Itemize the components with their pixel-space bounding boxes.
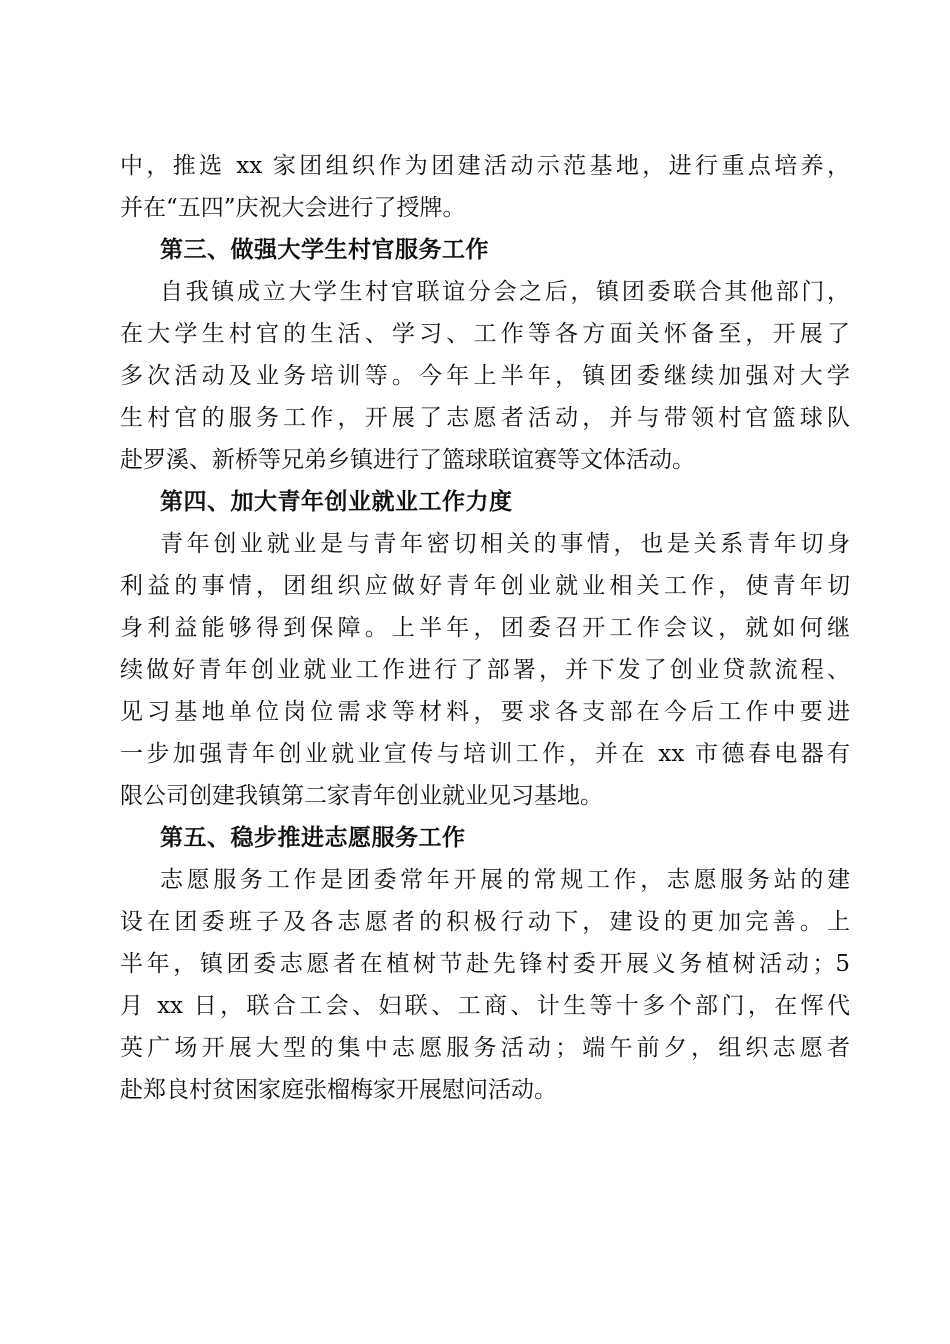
paragraph-line: 利益的事情，团组织应做好青年创业就业相关工作，使青年切 [120, 573, 850, 599]
paragraph-line: 一步加强青年创业就业宣传与培训工作，并在 xx 市德春电器有 [120, 741, 850, 767]
paragraph-line: 生村官的服务工作，开展了志愿者活动，并与带领村官篮球队 [120, 405, 850, 431]
paragraph-line: 志愿服务工作是团委常年开展的常规工作，志愿服务站的建 [160, 867, 850, 893]
paragraph-line: 赴郑良村贫困家庭张榴梅家开展慰问活动。 [120, 1077, 557, 1103]
document-body [120, 145, 850, 1111]
section-heading-3: 第三、做强大学生村官服务工作 [160, 236, 489, 263]
paragraph-line: 身利益能够得到保障。上半年，团委召开工作会议，就如何继 [120, 615, 850, 641]
paragraph-line: 半年，镇团委志愿者在植树节赴先锋村委开展义务植树活动；5 [120, 951, 850, 977]
paragraph-line: 青年创业就业是与青年密切相关的事情，也是关系青年切身 [160, 531, 850, 557]
paragraph-line: 中，推选 xx 家团组织作为团建活动示范基地，进行重点培养， [120, 153, 850, 179]
section-heading-4: 第四、加大青年创业就业工作力度 [160, 488, 513, 515]
paragraph-line: 在大学生村官的生活、学习、工作等各方面关怀备至，开展了 [120, 321, 850, 347]
paragraph-line: 见习基地单位岗位需求等材料，要求各支部在今后工作中要进 [120, 699, 850, 725]
paragraph-line: 英广场开展大型的集中志愿服务活动；端午前夕，组织志愿者 [120, 1035, 850, 1061]
paragraph-line: 续做好青年创业就业工作进行了部署，并下发了创业贷款流程、 [120, 657, 850, 683]
section-heading-5: 第五、稳步推进志愿服务工作 [160, 824, 466, 851]
paragraph-line: 限公司创建我镇第二家青年创业就业见习基地。 [120, 783, 603, 809]
paragraph-line: 自我镇成立大学生村官联谊分会之后，镇团委联合其他部门， [160, 279, 850, 305]
paragraph-line: 设在团委班子及各志愿者的积极行动下，建设的更加完善。上 [120, 909, 850, 935]
paragraph-line: 多次活动及业务培训等。今年上半年，镇团委继续加强对大学 [120, 363, 850, 389]
paragraph-line: 并在“五四”庆祝大会进行了授牌。 [120, 195, 466, 221]
paragraph-line: 月 xx 日，联合工会、妇联、工商、计生等十多个部门，在恽代 [120, 993, 850, 1019]
paragraph-line: 赴罗溪、新桥等兄弟乡镇进行了篮球联谊赛等文体活动。 [120, 447, 695, 473]
